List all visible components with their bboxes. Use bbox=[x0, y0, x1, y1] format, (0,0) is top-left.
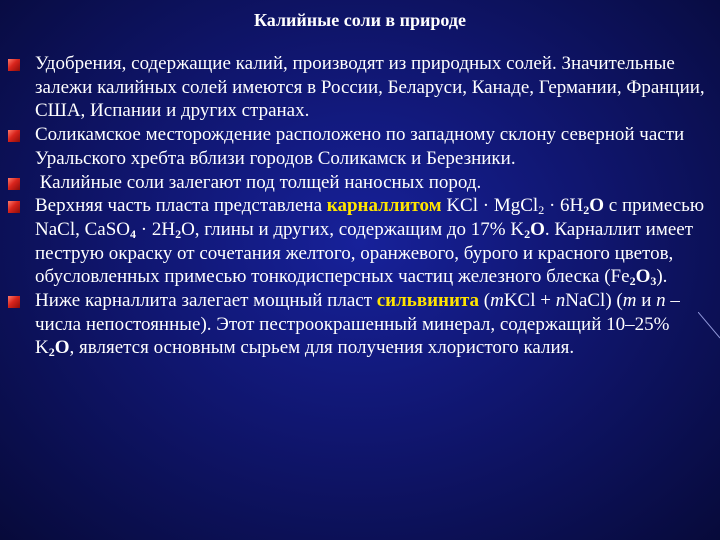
formula-segment: · 6H bbox=[544, 195, 584, 217]
formula-subscript: 4 bbox=[130, 226, 136, 241]
text-segment: Верхняя часть пласта представлена bbox=[35, 195, 327, 217]
text-segment: с примесью NaCl, CaSO bbox=[35, 195, 705, 240]
bullet-marker-icon bbox=[8, 130, 20, 142]
bullet-text: Калийные соли залегают под толщей наносных пород. bbox=[35, 171, 482, 193]
formula-segment: O bbox=[589, 195, 605, 217]
formula-segment: O bbox=[54, 337, 70, 359]
text-segment: ( bbox=[479, 290, 491, 312]
bullet-marker-icon bbox=[8, 178, 20, 190]
formula-segment: KCl + bbox=[503, 290, 556, 312]
text-segment: и bbox=[636, 290, 657, 312]
bullet-list bbox=[8, 52, 713, 360]
formula-segment: O bbox=[181, 218, 195, 240]
sylvinite-term: сильвинита bbox=[376, 290, 480, 312]
formula-subscript: 2 bbox=[524, 226, 531, 241]
variable-m: m bbox=[490, 290, 504, 312]
bullet-marker-icon bbox=[8, 201, 20, 213]
bullet-marker-icon bbox=[8, 296, 20, 308]
formula-subscript: 2 bbox=[538, 203, 545, 218]
bullet-deposits bbox=[8, 171, 713, 195]
variable-m: m bbox=[622, 290, 637, 312]
text-segment: , является основным сырьем для получения хлористого калия. bbox=[69, 337, 575, 359]
carnallite-term: карналлитом bbox=[326, 195, 442, 217]
bullet-text: Соликамское месторождение расположено по западному склону северной части Уральского хребта вблизи городов Соликамск и Березники. bbox=[35, 124, 685, 169]
slide-title: Калийные соли в природе bbox=[253, 10, 466, 30]
text-segment: ). bbox=[656, 266, 668, 288]
formula-subscript: 2 bbox=[175, 226, 182, 241]
text-segment: , глины и других, содержащим до 17% K bbox=[194, 218, 525, 240]
bullet-text: Удобрения, содержащие калий, производят из природных солей. Значительные залежи калийных солей имеются в России, Беларуси, Канаде, Германии, Франции, США, Испании и других странах. bbox=[35, 53, 705, 122]
formula-segment: O bbox=[635, 266, 651, 288]
formula-segment: KCl · MgCl bbox=[441, 195, 539, 217]
variable-n: n bbox=[555, 290, 566, 312]
variable-n: n bbox=[656, 290, 666, 312]
bullet-solikamsk bbox=[8, 123, 713, 170]
formula-subscript: 2 bbox=[583, 203, 590, 218]
bullet-carnallite bbox=[8, 194, 713, 289]
text-segment: . Карналлит имеет пеструю окраску от сочетания желтого, оранжевого, бурого и красного цветов, обусловленных примесью тонкодисперсных частиц железного блеска (Fe bbox=[35, 218, 694, 288]
formula-subscript: 2 bbox=[629, 274, 636, 289]
bullet-sylvinite bbox=[8, 289, 713, 360]
bullet-fertilizers bbox=[8, 52, 713, 123]
corner-line-decoration bbox=[698, 312, 720, 340]
formula-segment: O bbox=[530, 218, 545, 240]
formula-subscript: 2 bbox=[48, 345, 55, 360]
text-segment: – числа непостоянные). Этот пестроокрашенный минерал, содержащий 10–25% K bbox=[35, 290, 680, 359]
formula-segment: · 2H bbox=[136, 218, 176, 240]
formula-subscript: 3 bbox=[650, 274, 657, 289]
formula-segment: NaCl) ( bbox=[565, 290, 623, 312]
bullet-marker-icon bbox=[8, 59, 20, 71]
text-segment: Ниже карналлита залегает мощный пласт bbox=[35, 290, 377, 312]
